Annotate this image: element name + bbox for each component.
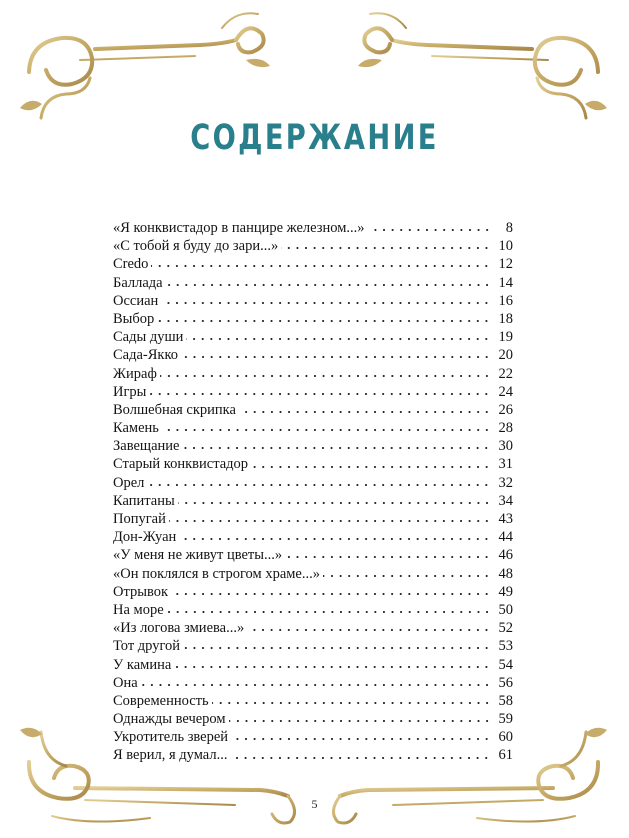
dot-leader — [174, 666, 491, 668]
toc-entry-page: 48 — [498, 565, 513, 582]
toc-entry-title: Баллада — [113, 274, 163, 291]
dot-leader — [368, 229, 491, 231]
toc-entry-title: У камина — [113, 656, 172, 673]
dot-leader — [231, 738, 491, 740]
toc-entry — [113, 219, 513, 237]
dot-leader — [183, 647, 491, 649]
table-of-contents — [113, 219, 513, 765]
dot-leader — [141, 684, 491, 686]
toc-entry-page: 56 — [498, 674, 513, 691]
toc-entry-title: На море — [113, 601, 164, 618]
toc-entry — [113, 419, 513, 437]
toc-entry-page: 30 — [498, 438, 513, 455]
dot-leader — [323, 575, 491, 577]
toc-entry-title: Капитаны — [113, 492, 175, 509]
dot-leader — [182, 447, 491, 449]
toc-entry-title: Укротитель зверей — [113, 729, 229, 746]
toc-entry — [113, 274, 513, 292]
toc-entry — [113, 455, 513, 473]
toc-entry-title: «Я конквистадор в панцире железном...» — [113, 220, 365, 236]
toc-entry-title: Оссиан — [113, 292, 159, 309]
toc-entry — [113, 583, 513, 601]
dot-leader — [178, 502, 491, 504]
dot-leader — [281, 247, 491, 249]
toc-entry-title: Я верил, я думал... — [113, 747, 228, 764]
dot-leader — [285, 556, 491, 558]
toc-entry — [113, 310, 513, 328]
toc-entry-page: 54 — [498, 656, 513, 673]
toc-entry-title: Тот другой — [113, 638, 181, 655]
dot-leader — [160, 375, 491, 377]
toc-entry-page: 14 — [498, 274, 513, 291]
dot-leader — [251, 466, 491, 468]
toc-entry-title: Она — [113, 674, 138, 691]
toc-entry-page: 24 — [498, 383, 513, 400]
toc-entry-page: 12 — [498, 256, 513, 273]
dot-leader — [151, 265, 491, 267]
toc-entry-title: Выбор — [113, 310, 155, 327]
toc-entry-page: 43 — [498, 511, 513, 527]
toc-entry — [113, 346, 513, 364]
dot-leader — [247, 629, 491, 631]
dot-leader — [157, 320, 491, 322]
toc-entry — [113, 365, 513, 383]
toc-entry-page: 22 — [498, 365, 513, 382]
toc-entry — [113, 619, 513, 637]
toc-entry-page: 53 — [498, 638, 513, 655]
toc-entry-title: Попугай — [113, 511, 166, 527]
toc-entry-title: Камень — [113, 420, 159, 437]
toc-entry — [113, 601, 513, 619]
toc-entry-page: 19 — [498, 329, 513, 346]
toc-entry — [113, 674, 513, 692]
toc-entry — [113, 528, 513, 546]
toc-entry — [113, 565, 513, 583]
toc-entry-page: 50 — [498, 601, 513, 618]
toc-entry-title: «У меня не живут цветы...» — [113, 547, 283, 564]
dot-leader — [162, 429, 491, 431]
toc-entry-title: Однажды вечером — [113, 711, 226, 728]
toc-entry — [113, 474, 513, 492]
toc-entry-page: 59 — [498, 711, 513, 728]
toc-entry — [113, 692, 513, 710]
dot-leader — [181, 356, 491, 358]
dot-leader — [239, 411, 491, 413]
dot-leader — [161, 302, 491, 304]
toc-entry — [113, 492, 513, 510]
toc-entry-page: 52 — [498, 620, 513, 637]
frame-top-bar — [95, 40, 236, 49]
toc-entry-title: Старый конквистадор — [113, 456, 249, 473]
toc-entry-title: Credo — [113, 256, 149, 273]
toc-entry-page: 16 — [498, 292, 513, 309]
toc-entry-title: Игры — [113, 383, 147, 400]
dot-leader — [186, 338, 491, 340]
toc-entry — [113, 401, 513, 419]
toc-entry-page: 20 — [498, 347, 513, 364]
toc-entry-title: «Из логова змиева...» — [113, 620, 245, 637]
dot-leader — [169, 520, 491, 522]
dot-leader — [149, 393, 491, 395]
toc-entry-page: 18 — [498, 310, 513, 327]
frame-bottom-bar — [75, 788, 288, 796]
page-title: СОДЕРЖАНИЕ — [190, 118, 439, 158]
toc-entry-title: Завещание — [113, 438, 180, 455]
toc-entry-page: 34 — [498, 492, 513, 509]
dot-leader — [212, 702, 491, 704]
toc-entry — [113, 383, 513, 401]
toc-entry — [113, 437, 513, 455]
toc-entry — [113, 292, 513, 310]
toc-entry-page: 28 — [498, 420, 513, 437]
toc-entry-title: Жираф — [113, 365, 157, 382]
page-number: 5 — [311, 797, 318, 811]
toc-entry-title: «Он поклялся в строгом храме...» — [113, 565, 320, 582]
toc-entry-page: 44 — [498, 529, 513, 546]
toc-entry — [113, 746, 513, 764]
dot-leader — [171, 593, 491, 595]
toc-entry — [113, 328, 513, 346]
toc-entry-page: 49 — [498, 583, 513, 600]
dot-leader — [179, 538, 491, 540]
dot-leader — [230, 757, 491, 759]
toc-entry-page: 26 — [498, 401, 513, 418]
toc-entry — [113, 728, 513, 746]
toc-entry-page: 32 — [498, 474, 513, 491]
dot-leader — [167, 611, 491, 613]
leaf-ornament — [246, 59, 270, 67]
toc-entry — [113, 710, 513, 728]
toc-entry — [113, 510, 513, 528]
toc-entry-title: Орел — [113, 474, 145, 491]
toc-entry-title: Сада-Якко — [113, 347, 179, 364]
toc-entry-page: 58 — [498, 692, 513, 709]
toc-entry-page: 10 — [498, 238, 513, 255]
toc-entry-page: 8 — [505, 220, 513, 236]
toc-entry-title: Отрывок — [113, 583, 169, 600]
dot-leader — [147, 484, 491, 486]
toc-entry-page: 60 — [498, 729, 513, 746]
toc-entry — [113, 656, 513, 674]
toc-entry-title: Дон-Жуан — [113, 529, 177, 546]
toc-entry — [113, 237, 513, 255]
dot-leader — [229, 720, 491, 722]
toc-entry-title: Сады души — [113, 329, 184, 346]
toc-entry-title: Современность — [113, 692, 209, 709]
toc-entry-title: «С тобой я буду до зари...» — [113, 238, 279, 255]
toc-entry-page: 61 — [498, 747, 513, 764]
toc-entry-title: Волшебная скрипка — [113, 401, 236, 418]
toc-entry — [113, 255, 513, 273]
dot-leader — [166, 284, 491, 286]
toc-entry — [113, 546, 513, 564]
toc-entry — [113, 637, 513, 655]
toc-entry-page: 31 — [498, 456, 513, 473]
toc-entry-page: 46 — [498, 547, 513, 564]
